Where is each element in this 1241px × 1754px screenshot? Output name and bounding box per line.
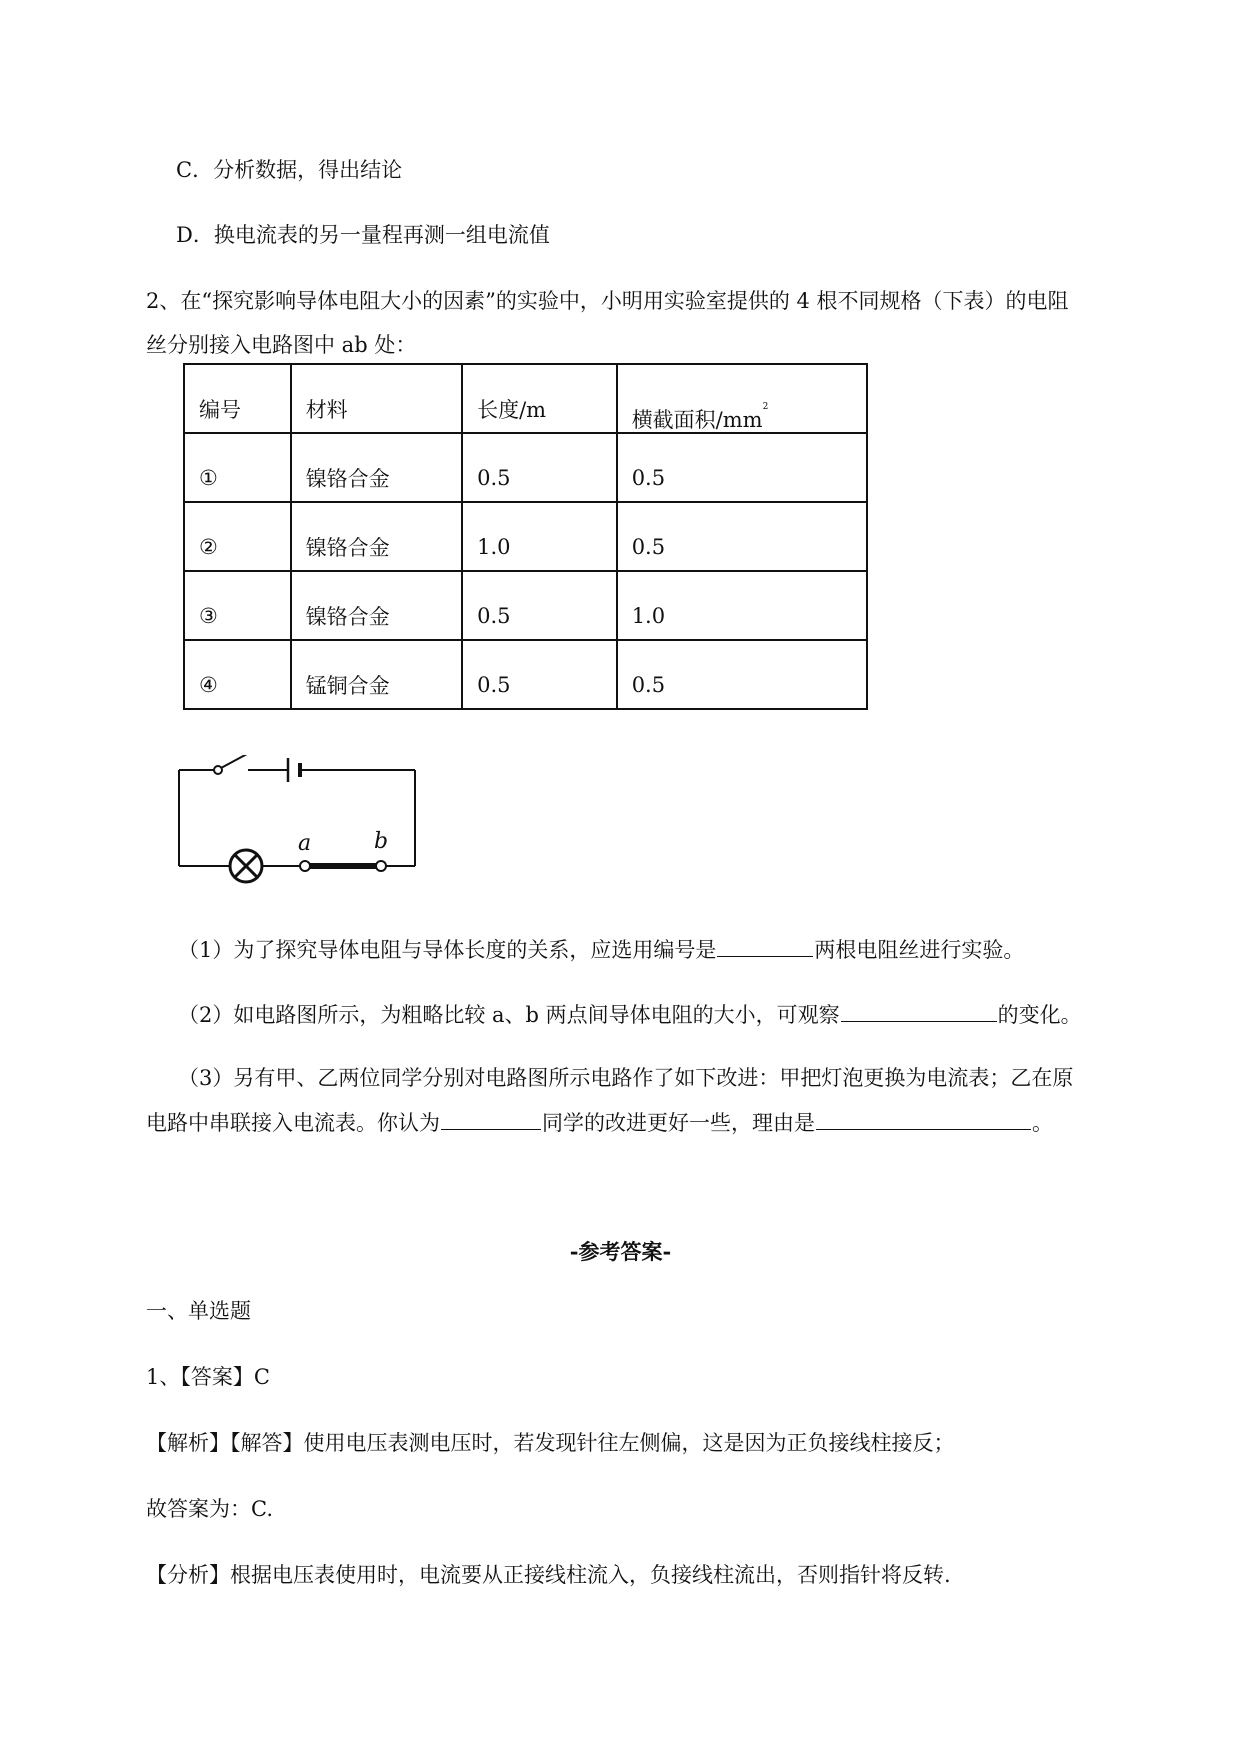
sub-question-1-tail: 两根电阻丝进行实验。 (814, 938, 1025, 962)
table-row (184, 502, 867, 571)
table-header-cell: 编号 (184, 364, 291, 433)
table-cell: ③ (184, 571, 291, 640)
table-cell: ④ (184, 640, 291, 709)
table-cell: 0.5 (617, 502, 867, 571)
table-cell: ② (184, 502, 291, 571)
answer-q1-note: 【分析】根据电压表使用时，电流要从正接线柱流入，负接线柱流出，否则指针将反转. (146, 1563, 951, 1587)
table-cell: 0.5 (617, 433, 867, 502)
answer-q1-analysis: 【解析】【解答】使用电压表测电压时，若发现针往左侧偏，这是因为正负接线柱接反； (146, 1431, 955, 1455)
answers-heading: -参考答案- (569, 1239, 672, 1264)
terminal-a-icon (300, 861, 310, 871)
question-2-intro-line2: 丝分别接入电路图中 ab 处： (146, 333, 417, 357)
terminal-b-icon (376, 861, 386, 871)
option-c: C．分析数据，得出结论 (176, 158, 403, 182)
table-header-cell: 横截面积$/mm^2$ (617, 364, 867, 433)
table-cell: 镍铬合金 (291, 571, 462, 640)
table-row (184, 433, 867, 502)
table-header-cell: 长度/m (462, 364, 617, 433)
resistance-wire-table (183, 363, 868, 710)
table-cell: 0.5 (462, 571, 617, 640)
sub-question-3-middle: 同学的改进更好一些，理由是 (542, 1111, 815, 1135)
table-cell: 镍铬合金 (291, 502, 462, 571)
table-cell: 0.5 (462, 640, 617, 709)
circuit-diagram (170, 755, 430, 895)
option-d: D．换电流表的另一量程再测一组电流值 (176, 223, 550, 247)
answer-blank-4[interactable] (816, 1107, 1031, 1130)
switch-blade-icon (221, 755, 247, 768)
answer-blank-3[interactable] (441, 1107, 541, 1130)
table-cell: ① (184, 433, 291, 502)
sub-question-1 (178, 934, 1024, 964)
answer-blank-2[interactable] (841, 999, 997, 1022)
table-cell: 锰铜合金 (291, 640, 462, 709)
sub-question-3-text: 电路中串联接入电流表。你认为 (146, 1111, 440, 1135)
answer-q1: 1、【答案】C (146, 1365, 270, 1389)
area-unit-superscript: 2 (762, 401, 769, 412)
answer-blank-1[interactable] (717, 934, 813, 957)
answer-q1-conclusion: 故答案为：C. (146, 1497, 273, 1521)
sub-question-3-line2 (146, 1107, 1053, 1137)
table-row (184, 571, 867, 640)
question-2-intro-line1: 2、在“探究影响导体电阻大小的因素”的实验中，小明用实验室提供的 4 根不同规格（下表）的电阻 (146, 289, 1069, 313)
label-b: b (374, 829, 389, 854)
table-cell: 1.0 (617, 571, 867, 640)
table-header-row (184, 364, 867, 433)
label-a: a (298, 831, 312, 856)
sub-question-1-text: （1）为了探究导体电阻与导体长度的关系，应选用编号是 (178, 938, 717, 962)
table-cell: 0.5 (462, 433, 617, 502)
table-cell: 镍铬合金 (291, 433, 462, 502)
answers-section-title: 一、单选题 (146, 1299, 251, 1323)
table-row (184, 640, 867, 709)
sub-question-3-end: 。 (1032, 1111, 1053, 1135)
table-cell: 1.0 (462, 502, 617, 571)
table-header-cell: 材料 (291, 364, 462, 433)
sub-question-3-line1: （3）另有甲、乙两位同学分别对电路图所示电路作了如下改进：甲把灯泡更换为电流表；乙在原 (178, 1066, 1074, 1090)
sub-question-2 (178, 999, 1082, 1029)
sub-question-2-tail: 的变化。 (997, 1003, 1082, 1027)
sub-question-2-text: （2）如电路图所示，为粗略比较 a、b 两点间导体电阻的大小，可观察 (178, 1003, 840, 1027)
table-cell: 0.5 (617, 640, 867, 709)
